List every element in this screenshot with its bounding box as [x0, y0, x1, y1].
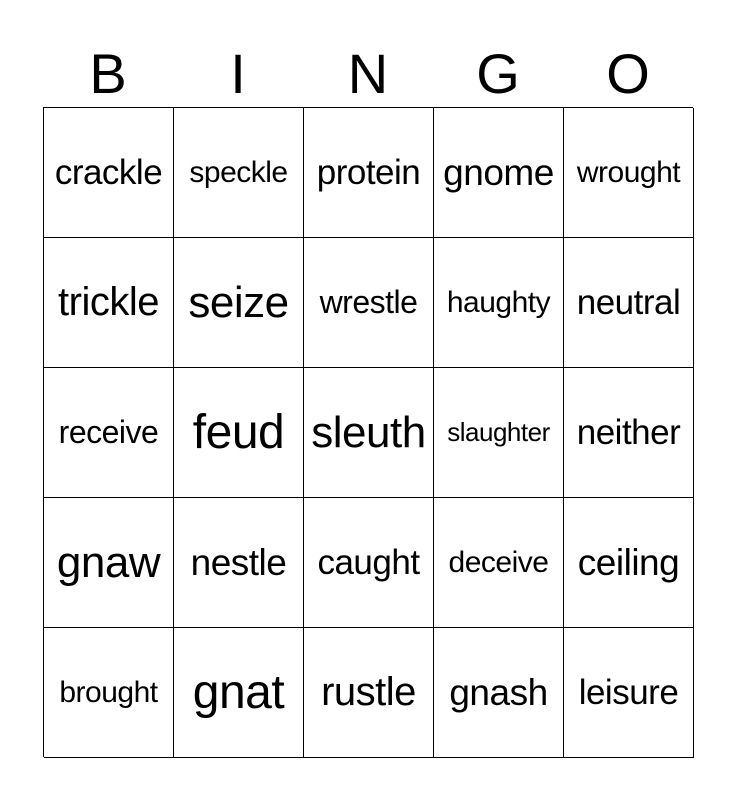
bingo-cell: gnaw: [44, 498, 174, 628]
bingo-cell: caught: [304, 498, 434, 628]
bingo-cell: protein: [304, 108, 434, 238]
bingo-cell: receive: [44, 368, 174, 498]
bingo-cell: slaughter: [434, 368, 564, 498]
bingo-cell: neither: [564, 368, 694, 498]
header-letter-n: N: [347, 42, 389, 105]
header-letter-g: G: [476, 42, 520, 105]
bingo-cell: wrestle: [304, 238, 434, 368]
header-letter-b: B: [89, 42, 127, 105]
bingo-cell: gnash: [434, 628, 564, 758]
bingo-cell: leisure: [564, 628, 694, 758]
bingo-cell: sleuth: [304, 368, 434, 498]
bingo-cell: trickle: [44, 238, 174, 368]
bingo-cell: ceiling: [564, 498, 694, 628]
bingo-cell: gnat: [174, 628, 304, 758]
bingo-cell: rustle: [304, 628, 434, 758]
bingo-cell: wrought: [564, 108, 694, 238]
bingo-cell: crackle: [44, 108, 174, 238]
bingo-cell: nestle: [174, 498, 304, 628]
header-letter-i: I: [230, 42, 246, 105]
bingo-cell: feud: [174, 368, 304, 498]
bingo-cell: gnome: [434, 108, 564, 238]
bingo-cell: seize: [174, 238, 304, 368]
bingo-cell: haughty: [434, 238, 564, 368]
bingo-cell: brought: [44, 628, 174, 758]
header-letter-o: O: [606, 42, 650, 105]
bingo-board: [43, 107, 693, 757]
bingo-cell: deceive: [434, 498, 564, 628]
bingo-cell: neutral: [564, 238, 694, 368]
bingo-header: [43, 40, 693, 108]
bingo-cell: speckle: [174, 108, 304, 238]
